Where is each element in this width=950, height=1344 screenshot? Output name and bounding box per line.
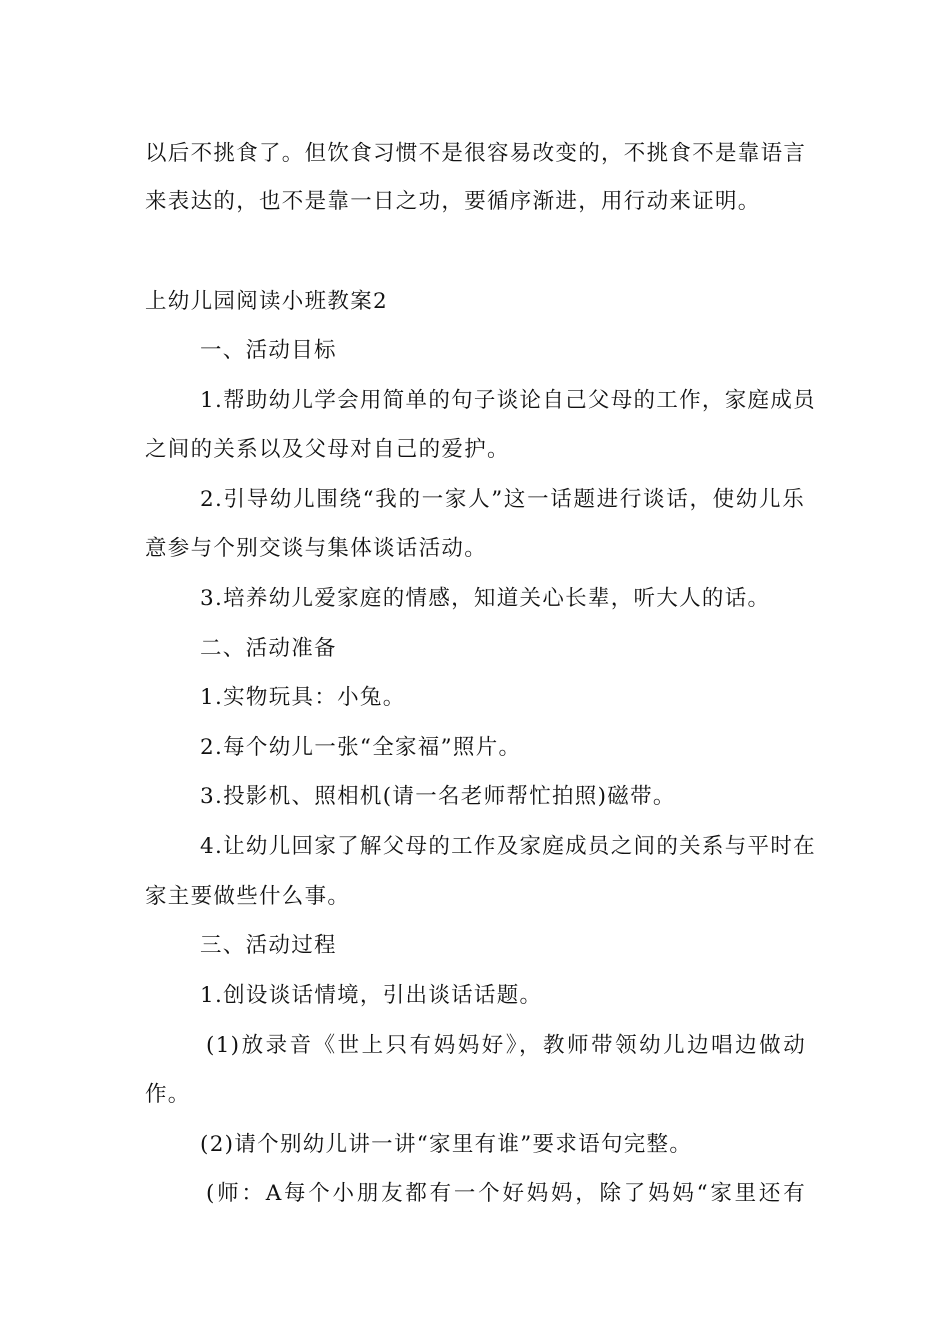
list-item-text: 1.帮助幼儿学会用简单的句子谈论自己父母的工作，家庭成员 [200,388,816,413]
list-item-text: 4.让幼儿回家了解父母的工作及家庭成员之间的关系与平时在 [200,834,816,859]
body-text-line: 之间的关系以及父母对自己的爱护。 [145,437,510,462]
list-item-text: 3.投影机、照相机(请一名老师帮忙拍照)磁带。 [200,784,676,809]
list-item-text: 2.每个幼儿一张“全家福”照片。 [200,735,522,760]
list-item-text: 2.引导幼儿围绕“我的一家人”这一话题进行谈话，使幼儿乐 [200,487,805,512]
body-text-line: 作。 [145,1082,191,1107]
heading-preparation: 二、活动准备 [200,636,337,661]
heading-objectives: 一、活动目标 [200,338,337,363]
list-item-text: 1.实物玩具：小兔。 [200,685,406,710]
list-item-text: 3.培养幼儿爱家庭的情感，知道关心长辈，听大人的话。 [200,586,771,611]
list-item-text: (1)放录音《世上只有妈妈好》，教师带领幼儿边唱边做动 [206,1033,806,1058]
body-text-line: 家主要做些什么事。 [145,884,351,909]
body-text-line: 来表达的，也不是靠一日之功，要循序渐进，用行动来证明。 [145,189,761,214]
body-text-line: 意参与个别交谈与集体谈话活动。 [145,536,488,561]
list-item-text: 1.创设谈话情境，引出谈话话题。 [200,983,543,1008]
list-item-text: (2)请个别幼儿讲一讲“家里有谁”要求语句完整。 [200,1132,693,1157]
list-item-text: (师：A每个小朋友都有一个好妈妈，除了妈妈“家里还有 [206,1181,806,1206]
section-title: 上幼儿园阅读小班教案2 [145,289,388,314]
body-text-line: 以后不挑食了。但饮食习惯不是很容易改变的，不挑食不是靠语言 [145,141,807,166]
heading-process: 三、活动过程 [200,933,337,958]
